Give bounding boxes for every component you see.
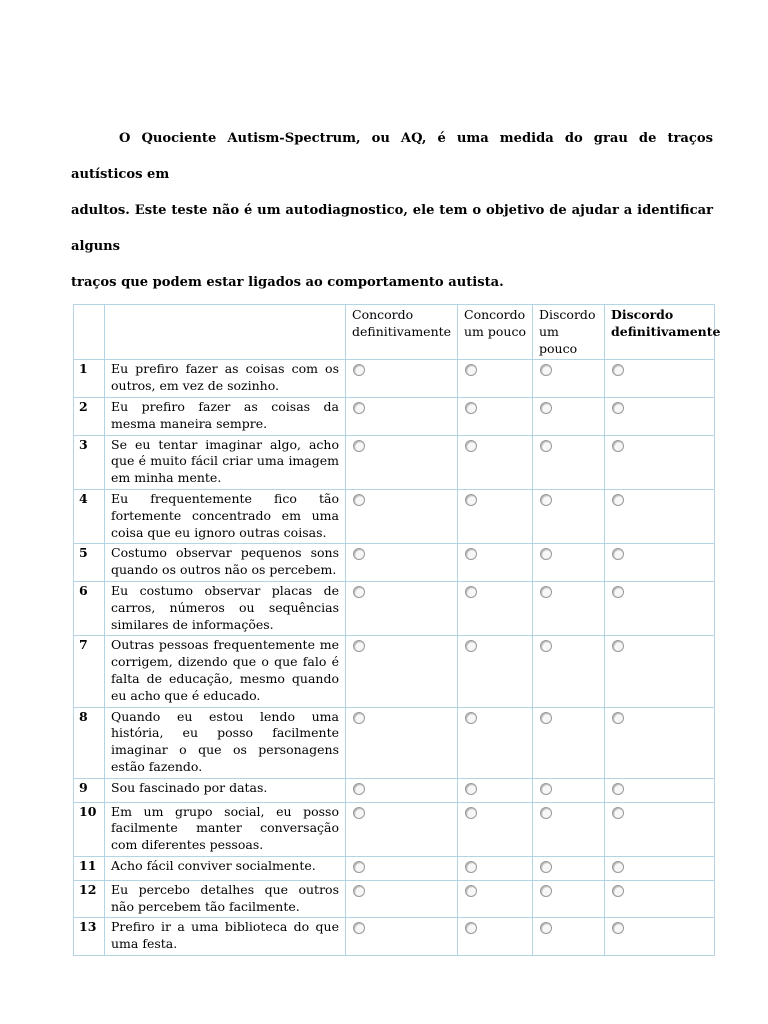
question-text: Sou fascinado por datas. bbox=[105, 778, 346, 802]
answer-cell-discordo-definitivamente bbox=[605, 802, 715, 856]
radio-button-concordo-definitivamente[interactable] bbox=[353, 640, 365, 652]
radio-button-concordo-definitivamente[interactable] bbox=[353, 548, 365, 560]
radio-button-discordo-definitivamente[interactable] bbox=[612, 548, 624, 560]
radio-button-discordo-definitivamente[interactable] bbox=[612, 364, 624, 376]
table-row bbox=[74, 435, 715, 489]
intro-line: O Quociente Autism-Spectrum, ou AQ, é uma medida do grau de traços autísticos em bbox=[71, 131, 713, 182]
radio-button-concordo-definitivamente[interactable] bbox=[353, 402, 365, 414]
answer-cell-discordo-definitivamente bbox=[605, 435, 715, 489]
radio-button-discordo-definitivamente[interactable] bbox=[612, 712, 624, 724]
question-number: 7 bbox=[74, 636, 105, 707]
table-row bbox=[74, 581, 715, 635]
question-text: Quando eu estou lendo uma história, eu posso facilmente imaginar o que os personagens estão fazendo. bbox=[105, 707, 346, 778]
answer-cell-concordo-definitivamente bbox=[346, 581, 458, 635]
question-text: Se eu tentar imaginar algo, acho que é muito fácil criar uma imagem em minha mente. bbox=[105, 435, 346, 489]
answer-cell-discordo-definitivamente bbox=[605, 544, 715, 582]
answer-cell-discordo-um-pouco bbox=[533, 435, 605, 489]
answer-cell-concordo-definitivamente bbox=[346, 489, 458, 543]
answer-cell-concordo-um-pouco bbox=[458, 918, 533, 956]
radio-button-discordo-um-pouco[interactable] bbox=[540, 640, 552, 652]
question-number: 4 bbox=[74, 489, 105, 543]
radio-button-concordo-um-pouco[interactable] bbox=[465, 807, 477, 819]
radio-button-discordo-um-pouco[interactable] bbox=[540, 402, 552, 414]
answer-cell-concordo-definitivamente bbox=[346, 856, 458, 880]
answer-cell-concordo-um-pouco bbox=[458, 802, 533, 856]
radio-button-discordo-um-pouco[interactable] bbox=[540, 885, 552, 897]
answer-cell-concordo-um-pouco bbox=[458, 778, 533, 802]
radio-button-concordo-um-pouco[interactable] bbox=[465, 586, 477, 598]
answer-cell-concordo-definitivamente bbox=[346, 707, 458, 778]
table-row bbox=[74, 544, 715, 582]
answer-cell-concordo-um-pouco bbox=[458, 581, 533, 635]
answer-cell-concordo-um-pouco bbox=[458, 856, 533, 880]
answer-cell-discordo-um-pouco bbox=[533, 397, 605, 435]
answer-cell-discordo-definitivamente bbox=[605, 397, 715, 435]
answer-cell-discordo-um-pouco bbox=[533, 707, 605, 778]
radio-button-concordo-um-pouco[interactable] bbox=[465, 712, 477, 724]
answer-cell-discordo-definitivamente bbox=[605, 880, 715, 918]
table-row bbox=[74, 802, 715, 856]
answer-cell-concordo-definitivamente bbox=[346, 360, 458, 398]
question-text: Eu costumo observar placas de carros, números ou sequências similares de informações. bbox=[105, 581, 346, 635]
radio-button-discordo-um-pouco[interactable] bbox=[540, 440, 552, 452]
answer-cell-concordo-um-pouco bbox=[458, 880, 533, 918]
answer-cell-concordo-um-pouco bbox=[458, 397, 533, 435]
radio-button-discordo-um-pouco[interactable] bbox=[540, 861, 552, 873]
answer-cell-concordo-um-pouco bbox=[458, 636, 533, 707]
answer-cell-discordo-um-pouco bbox=[533, 636, 605, 707]
radio-button-discordo-definitivamente[interactable] bbox=[612, 922, 624, 934]
table-row bbox=[74, 489, 715, 543]
radio-button-discordo-definitivamente[interactable] bbox=[612, 885, 624, 897]
intro-paragraph bbox=[71, 121, 713, 301]
question-text: Em um grupo social, eu posso facilmente manter conversação com diferentes pessoas. bbox=[105, 802, 346, 856]
header-concordo-definitivamente: Concordo definitivamente bbox=[346, 305, 458, 360]
radio-button-concordo-um-pouco[interactable] bbox=[465, 364, 477, 376]
radio-button-discordo-um-pouco[interactable] bbox=[540, 548, 552, 560]
radio-button-concordo-um-pouco[interactable] bbox=[465, 402, 477, 414]
answer-cell-discordo-definitivamente bbox=[605, 581, 715, 635]
question-text: Eu prefiro fazer as coisas com os outros, em vez de sozinho. bbox=[105, 360, 346, 398]
radio-button-concordo-um-pouco[interactable] bbox=[465, 783, 477, 795]
answer-cell-concordo-definitivamente bbox=[346, 544, 458, 582]
answer-cell-concordo-um-pouco bbox=[458, 435, 533, 489]
table-row bbox=[74, 636, 715, 707]
answer-cell-discordo-um-pouco bbox=[533, 581, 605, 635]
radio-button-concordo-definitivamente[interactable] bbox=[353, 861, 365, 873]
answer-cell-discordo-um-pouco bbox=[533, 880, 605, 918]
question-number: 9 bbox=[74, 778, 105, 802]
radio-button-concordo-um-pouco[interactable] bbox=[465, 861, 477, 873]
questionnaire-table bbox=[73, 304, 721, 956]
answer-cell-concordo-um-pouco bbox=[458, 360, 533, 398]
radio-button-concordo-definitivamente[interactable] bbox=[353, 440, 365, 452]
question-text: Outras pessoas frequentemente me corrigem, dizendo que o que falo é falta de educação, mesmo quando eu acho que é educado. bbox=[105, 636, 346, 707]
radio-button-discordo-definitivamente[interactable] bbox=[612, 640, 624, 652]
answer-cell-discordo-um-pouco bbox=[533, 544, 605, 582]
table-row bbox=[74, 397, 715, 435]
intro-line: adultos. Este teste não é um autodiagnostico, ele tem o objetivo de ajudar a identificar alguns bbox=[71, 203, 713, 254]
radio-button-concordo-definitivamente[interactable] bbox=[353, 586, 365, 598]
radio-button-concordo-um-pouco[interactable] bbox=[465, 548, 477, 560]
answer-cell-concordo-um-pouco bbox=[458, 707, 533, 778]
question-number: 1 bbox=[74, 360, 105, 398]
answer-cell-discordo-um-pouco bbox=[533, 778, 605, 802]
answer-cell-discordo-um-pouco bbox=[533, 856, 605, 880]
radio-button-concordo-um-pouco[interactable] bbox=[465, 494, 477, 506]
answer-cell-concordo-definitivamente bbox=[346, 778, 458, 802]
header-cell-statement bbox=[105, 305, 346, 360]
question-number: 10 bbox=[74, 802, 105, 856]
answer-cell-concordo-definitivamente bbox=[346, 636, 458, 707]
table-row bbox=[74, 360, 715, 398]
header-cell-number bbox=[74, 305, 105, 360]
answer-cell-discordo-definitivamente bbox=[605, 856, 715, 880]
radio-button-concordo-definitivamente[interactable] bbox=[353, 783, 365, 795]
radio-button-concordo-um-pouco[interactable] bbox=[465, 922, 477, 934]
radio-button-concordo-um-pouco[interactable] bbox=[465, 440, 477, 452]
radio-button-discordo-um-pouco[interactable] bbox=[540, 364, 552, 376]
intro-line: traços que podem estar ligados ao comportamento autista. bbox=[71, 275, 504, 290]
table-row bbox=[74, 707, 715, 778]
answer-cell-discordo-um-pouco bbox=[533, 489, 605, 543]
answer-cell-discordo-definitivamente bbox=[605, 778, 715, 802]
radio-button-discordo-um-pouco[interactable] bbox=[540, 712, 552, 724]
question-number: 8 bbox=[74, 707, 105, 778]
question-number: 5 bbox=[74, 544, 105, 582]
header-concordo-um-pouco: Concordo um pouco bbox=[458, 305, 533, 360]
header-discordo-definitivamente: Discordo definitivamente bbox=[605, 305, 715, 360]
radio-button-concordo-definitivamente[interactable] bbox=[353, 885, 365, 897]
radio-button-discordo-um-pouco[interactable] bbox=[540, 807, 552, 819]
header-discordo-um-pouco: Discordo um pouco bbox=[533, 305, 605, 360]
radio-button-discordo-definitivamente[interactable] bbox=[612, 440, 624, 452]
radio-button-concordo-definitivamente[interactable] bbox=[353, 712, 365, 724]
answer-cell-concordo-definitivamente bbox=[346, 918, 458, 956]
radio-button-discordo-definitivamente[interactable] bbox=[612, 807, 624, 819]
answer-cell-discordo-definitivamente bbox=[605, 489, 715, 543]
answer-cell-discordo-um-pouco bbox=[533, 360, 605, 398]
radio-button-discordo-definitivamente[interactable] bbox=[612, 783, 624, 795]
question-text: Acho fácil conviver socialmente. bbox=[105, 856, 346, 880]
radio-button-concordo-definitivamente[interactable] bbox=[353, 807, 365, 819]
answer-cell-concordo-definitivamente bbox=[346, 435, 458, 489]
answer-cell-concordo-um-pouco bbox=[458, 489, 533, 543]
question-number: 3 bbox=[74, 435, 105, 489]
radio-button-discordo-definitivamente[interactable] bbox=[612, 861, 624, 873]
answer-cell-discordo-definitivamente bbox=[605, 360, 715, 398]
answer-cell-concordo-definitivamente bbox=[346, 880, 458, 918]
answer-cell-discordo-definitivamente bbox=[605, 918, 715, 956]
answer-cell-discordo-definitivamente bbox=[605, 707, 715, 778]
radio-button-concordo-definitivamente[interactable] bbox=[353, 922, 365, 934]
question-number: 11 bbox=[74, 856, 105, 880]
header-row bbox=[74, 305, 715, 360]
question-text: Costumo observar pequenos sons quando os outros não os percebem. bbox=[105, 544, 346, 582]
radio-button-discordo-definitivamente[interactable] bbox=[612, 494, 624, 506]
question-text: Eu frequentemente fico tão fortemente concentrado em uma coisa que eu ignoro outras coisas. bbox=[105, 489, 346, 543]
question-text: Eu prefiro fazer as coisas da mesma maneira sempre. bbox=[105, 397, 346, 435]
radio-button-concordo-um-pouco[interactable] bbox=[465, 640, 477, 652]
question-number: 12 bbox=[74, 880, 105, 918]
table-row bbox=[74, 918, 715, 956]
table-row bbox=[74, 778, 715, 802]
radio-button-discordo-um-pouco[interactable] bbox=[540, 922, 552, 934]
table-row bbox=[74, 880, 715, 918]
answer-cell-concordo-definitivamente bbox=[346, 397, 458, 435]
radio-button-discordo-um-pouco[interactable] bbox=[540, 586, 552, 598]
radio-button-concordo-definitivamente[interactable] bbox=[353, 364, 365, 376]
radio-button-discordo-definitivamente[interactable] bbox=[612, 586, 624, 598]
answer-cell-discordo-um-pouco bbox=[533, 918, 605, 956]
radio-button-discordo-um-pouco[interactable] bbox=[540, 494, 552, 506]
answer-cell-concordo-um-pouco bbox=[458, 544, 533, 582]
answer-cell-discordo-um-pouco bbox=[533, 802, 605, 856]
question-text: Prefiro ir a uma biblioteca do que uma festa. bbox=[105, 918, 346, 956]
question-number: 6 bbox=[74, 581, 105, 635]
question-text: Eu percebo detalhes que outros não percebem tão facilmente. bbox=[105, 880, 346, 918]
question-number: 2 bbox=[74, 397, 105, 435]
radio-button-concordo-um-pouco[interactable] bbox=[465, 885, 477, 897]
radio-button-concordo-definitivamente[interactable] bbox=[353, 494, 365, 506]
answer-cell-discordo-definitivamente bbox=[605, 636, 715, 707]
table-row bbox=[74, 856, 715, 880]
answer-cell-concordo-definitivamente bbox=[346, 802, 458, 856]
radio-button-discordo-um-pouco[interactable] bbox=[540, 783, 552, 795]
question-number: 13 bbox=[74, 918, 105, 956]
radio-button-discordo-definitivamente[interactable] bbox=[612, 402, 624, 414]
